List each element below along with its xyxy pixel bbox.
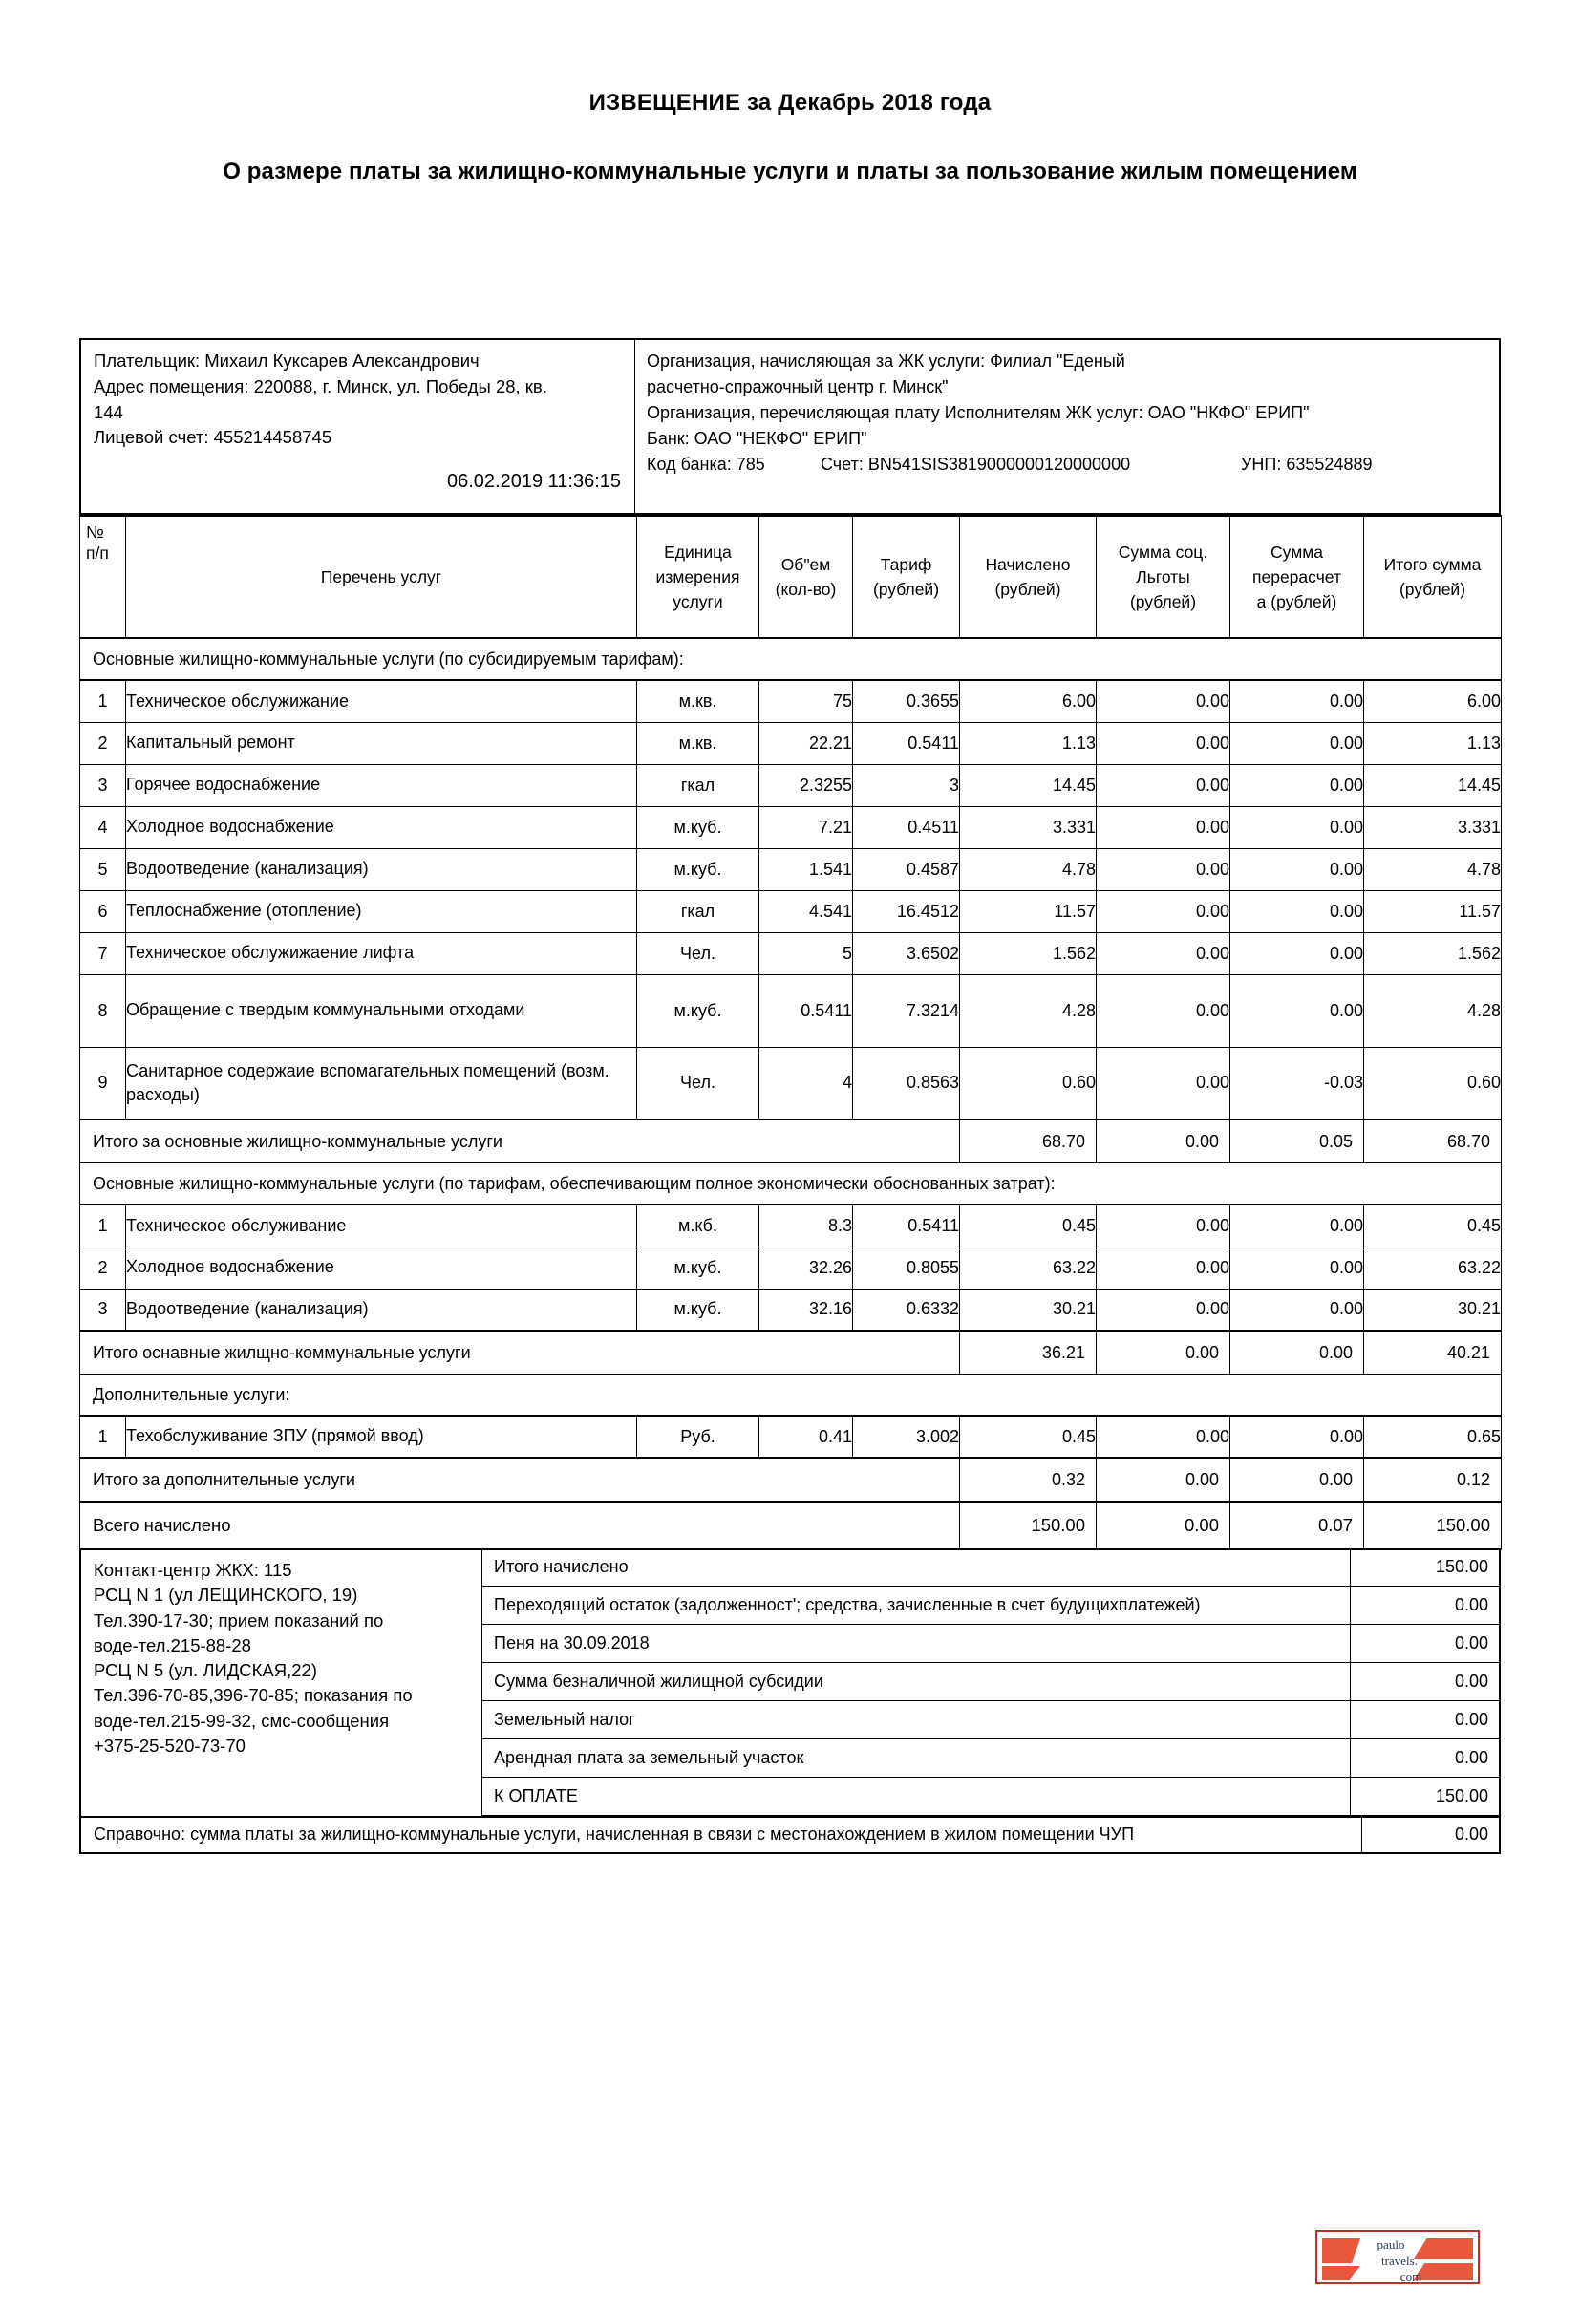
summary-block — [482, 1548, 1499, 1816]
row-service-name: Капитальный ремонт — [126, 722, 637, 764]
row-unit: м.кб. — [637, 1205, 759, 1247]
row-service-name: Водоотведение (канализация) — [126, 848, 637, 890]
row-service-name: Водоотведение (канализация) — [126, 1289, 637, 1331]
contact-line: +375-25-520-73-70 — [94, 1735, 246, 1756]
row-charged: 14.45 — [960, 764, 1097, 806]
header-charged — [960, 516, 1097, 638]
row-recalc: 0.00 — [1230, 848, 1364, 890]
table-row — [80, 1205, 1502, 1247]
row-privilege: 0.00 — [1097, 974, 1230, 1047]
row-charged: 6.00 — [960, 680, 1097, 722]
row-privilege: 0.00 — [1097, 932, 1230, 974]
contact-line: воде-тел.215-88-28 — [94, 1634, 251, 1655]
header-unit — [637, 516, 759, 638]
row-index: 7 — [80, 932, 126, 974]
table-row — [80, 1416, 1502, 1458]
row-tarif: 0.8055 — [853, 1247, 960, 1289]
subtotal-privilege: 0.00 — [1097, 1331, 1230, 1375]
row-recalc: 0.00 — [1230, 1289, 1364, 1331]
row-volume: 75 — [759, 680, 853, 722]
row-charged: 1.562 — [960, 932, 1097, 974]
row-tarif: 0.6332 — [853, 1289, 960, 1331]
row-privilege: 0.00 — [1097, 848, 1230, 890]
row-charged: 3.331 — [960, 806, 1097, 848]
row-recalc: 0.00 — [1230, 1416, 1364, 1458]
row-privilege: 0.00 — [1097, 764, 1230, 806]
table-row — [80, 974, 1502, 1047]
row-total: 30.21 — [1364, 1289, 1502, 1331]
header-service-name: Перечень услуг — [126, 516, 637, 638]
summary-value: 150.00 — [1351, 1778, 1500, 1816]
header-tarif-l1: Тариф — [880, 554, 932, 574]
row-service-name: Горячее водоснабжение — [126, 764, 637, 806]
row-recalc: 0.00 — [1230, 932, 1364, 974]
row-total: 63.22 — [1364, 1247, 1502, 1289]
row-index: 6 — [80, 890, 126, 932]
row-total: 0.65 — [1364, 1416, 1502, 1458]
row-volume: 8.3 — [759, 1205, 853, 1247]
org-bank-line: Банк: ОАО "НЕКФО" ЕРИП" — [647, 429, 867, 448]
summary-row — [482, 1778, 1499, 1816]
unp-number: УНП: 635524889 — [1241, 455, 1373, 474]
header-recalc-l1: Сумма — [1270, 542, 1323, 562]
row-tarif: 0.5411 — [853, 1205, 960, 1247]
table-row — [80, 1247, 1502, 1289]
org-billing-line1: Организация, начисляющая за ЖК услуги: Филиал "Еденый — [647, 352, 1125, 371]
logo-line-2: travels. — [1381, 2253, 1418, 2269]
subtotal-recalc: 0.00 — [1230, 1331, 1364, 1375]
row-unit: м.куб. — [637, 848, 759, 890]
org-bank-details — [647, 452, 1499, 478]
subtotal-label: Итого за дополнительные услуги — [80, 1458, 960, 1502]
contact-line: Тел.396-70-85,396-70-85; показания по — [94, 1685, 413, 1706]
subtotal-total: 40.21 — [1364, 1331, 1502, 1375]
grand-total-total: 150.00 — [1364, 1502, 1502, 1549]
summary-label: Арендная плата за земельный участок — [482, 1739, 1351, 1778]
section-heading: Основные жилищно-коммунальные услуги (по тарифам, обеспечивающим полное экономически обоснованных затрат): — [80, 1163, 1502, 1205]
summary-value: 0.00 — [1351, 1663, 1500, 1701]
table-header-row — [80, 516, 1502, 638]
grand-total-privilege: 0.00 — [1097, 1502, 1230, 1549]
summary-label: Сумма безналичной жилищной субсидии — [482, 1663, 1351, 1701]
org-transfer-line: Организация, перечисляющая плату Исполнителям ЖК услуг: ОАО "НКФО" ЕРИП" — [647, 403, 1310, 422]
row-tarif: 0.3655 — [853, 680, 960, 722]
row-charged: 11.57 — [960, 890, 1097, 932]
footer-block — [79, 1548, 1501, 1818]
row-service-name: Теплоснабжение (отопление) — [126, 890, 637, 932]
header-privilege — [1097, 516, 1230, 638]
row-recalc: 0.00 — [1230, 722, 1364, 764]
section-subtotal-row — [80, 1458, 1502, 1502]
subtotal-charged: 0.32 — [960, 1458, 1097, 1502]
row-charged: 0.45 — [960, 1205, 1097, 1247]
row-volume: 0.41 — [759, 1416, 853, 1458]
payer-address-cont: 144 — [94, 401, 123, 422]
section-heading-row — [80, 1163, 1502, 1205]
row-tarif: 3.6502 — [853, 932, 960, 974]
header-num — [80, 516, 126, 638]
contact-line: Контакт-центр ЖКХ: 115 — [94, 1560, 292, 1580]
header-tarif-l2: (рублей) — [872, 580, 940, 599]
row-charged: 0.45 — [960, 1416, 1097, 1458]
header-num-l2: п/п — [86, 543, 109, 563]
row-unit: м.куб. — [637, 1247, 759, 1289]
payer-name: Плательщик: Михаил Куксарев Александрович — [94, 351, 480, 371]
header-volume-l2: (кол-во) — [775, 580, 837, 599]
subtotal-recalc: 0.05 — [1230, 1119, 1364, 1163]
contact-info — [81, 1548, 482, 1816]
contact-line: РСЦ N 1 (ул ЛЕЩИНСКОГО, 19) — [94, 1585, 358, 1606]
row-index: 2 — [80, 722, 126, 764]
row-service-name: Техническое обслужижаение лифта — [126, 932, 637, 974]
row-unit: Руб. — [637, 1416, 759, 1458]
bank-code: Код банка: 785 — [647, 455, 765, 474]
row-privilege: 0.00 — [1097, 680, 1230, 722]
row-charged: 1.13 — [960, 722, 1097, 764]
logo-text — [1317, 2232, 1478, 2282]
row-unit: м.куб. — [637, 806, 759, 848]
logo-line-1: paulo — [1377, 2237, 1405, 2251]
row-unit: м.куб. — [637, 974, 759, 1047]
grand-total-row — [80, 1502, 1502, 1549]
section-heading-row — [80, 1375, 1502, 1417]
row-service-name: Техническое обслуживание — [126, 1205, 637, 1247]
page-subtitle: О размере платы за жилищно-коммунальные услуги и платы за пользование жилым помещением — [223, 159, 1357, 184]
header-charged-l2: (рублей) — [994, 580, 1061, 599]
bank-account: Счет: BN541SIS3819000000120000000 — [821, 455, 1131, 474]
row-volume: 22.21 — [759, 722, 853, 764]
summary-row — [482, 1548, 1499, 1587]
table-row — [80, 848, 1502, 890]
header-unit-l2: измерения — [655, 566, 740, 586]
subtotal-total: 68.70 — [1364, 1119, 1502, 1163]
summary-row — [482, 1587, 1499, 1625]
header-charged-l1: Начислено — [985, 554, 1071, 574]
document-timestamp: 06.02.2019 11:36:15 — [446, 471, 621, 492]
services-table — [79, 515, 1502, 1550]
row-recalc: 0.00 — [1230, 890, 1364, 932]
row-tarif: 0.5411 — [853, 722, 960, 764]
summary-value: 0.00 — [1351, 1625, 1500, 1663]
subtotal-total: 0.12 — [1364, 1458, 1502, 1502]
row-unit: гкал — [637, 890, 759, 932]
header-privilege-l1: Сумма соц. — [1118, 542, 1208, 562]
table-row — [80, 806, 1502, 848]
row-volume: 0.5411 — [759, 974, 853, 1047]
row-privilege: 0.00 — [1097, 1416, 1230, 1458]
table-row — [80, 890, 1502, 932]
summary-label: Итого начислено — [482, 1548, 1351, 1587]
row-unit: Чел. — [637, 1047, 759, 1119]
row-tarif: 0.4511 — [853, 806, 960, 848]
row-privilege: 0.00 — [1097, 1289, 1230, 1331]
header-recalc-l3: а (рублей) — [1256, 592, 1337, 612]
page-title: ИЗВЕЩЕНИЕ за Декабрь 2018 года — [588, 90, 992, 116]
row-index: 5 — [80, 848, 126, 890]
header-recalc — [1230, 516, 1364, 638]
table-row — [80, 1289, 1502, 1331]
header-unit-l3: услуги — [673, 592, 723, 612]
summary-row — [482, 1739, 1499, 1778]
row-volume: 4.541 — [759, 890, 853, 932]
row-volume: 7.21 — [759, 806, 853, 848]
subtotal-charged: 68.70 — [960, 1119, 1097, 1163]
row-unit: м.кв. — [637, 722, 759, 764]
organization-info — [635, 340, 1499, 513]
row-index: 1 — [80, 1205, 126, 1247]
row-unit: м.куб. — [637, 1289, 759, 1331]
footnote-value: 0.00 — [1361, 1817, 1499, 1852]
section-subtotal-row — [80, 1331, 1502, 1375]
row-volume: 32.26 — [759, 1247, 853, 1289]
row-privilege: 0.00 — [1097, 890, 1230, 932]
row-charged: 4.78 — [960, 848, 1097, 890]
row-total: 3.331 — [1364, 806, 1502, 848]
row-total: 0.60 — [1364, 1047, 1502, 1119]
row-volume: 5 — [759, 932, 853, 974]
subtotal-privilege: 0.00 — [1097, 1119, 1230, 1163]
summary-label: Переходящий остаток (задолженност'; средства, зачисленные в счет будущихплатежей) — [482, 1587, 1351, 1625]
contact-line: воде-тел.215-99-32, смс-сообщения — [94, 1710, 390, 1731]
row-index: 8 — [80, 974, 126, 1047]
row-recalc: 0.00 — [1230, 764, 1364, 806]
header-total-l2: (рублей) — [1399, 580, 1466, 599]
row-charged: 4.28 — [960, 974, 1097, 1047]
row-privilege: 0.00 — [1097, 1247, 1230, 1289]
row-total: 1.562 — [1364, 932, 1502, 974]
row-index: 9 — [80, 1047, 126, 1119]
row-recalc: 0.00 — [1230, 1247, 1364, 1289]
row-total: 4.78 — [1364, 848, 1502, 890]
row-index: 3 — [80, 1289, 126, 1331]
logo-line-3: com — [1399, 2270, 1422, 2284]
header-tarif — [853, 516, 960, 638]
row-tarif: 0.4587 — [853, 848, 960, 890]
row-volume: 2.3255 — [759, 764, 853, 806]
grand-total-charged: 150.00 — [960, 1502, 1097, 1549]
subtotal-label: Итого оснавные жилщно-коммунальные услуги — [80, 1331, 960, 1375]
subtotal-privilege: 0.00 — [1097, 1458, 1230, 1502]
payer-address: Адрес помещения: 220088, г. Минск, ул. Победы 28, кв. — [94, 375, 547, 396]
row-tarif: 3 — [853, 764, 960, 806]
row-charged: 0.60 — [960, 1047, 1097, 1119]
table-row — [80, 680, 1502, 722]
row-tarif: 16.4512 — [853, 890, 960, 932]
row-recalc: 0.00 — [1230, 806, 1364, 848]
contact-line: РСЦ N 5 (ул. ЛИДСКАЯ,22) — [94, 1660, 318, 1681]
section-heading-row — [80, 638, 1502, 680]
header-total — [1364, 516, 1502, 638]
subtotal-recalc: 0.00 — [1230, 1458, 1364, 1502]
summary-label: Пеня на 30.09.2018 — [482, 1625, 1351, 1663]
header-volume — [759, 516, 853, 638]
row-tarif: 3.002 — [853, 1416, 960, 1458]
row-service-name: Техобслуживание ЗПУ (прямой ввод) — [126, 1416, 637, 1458]
contact-line: Тел.390-17-30; прием показаний по — [94, 1610, 384, 1631]
row-privilege: 0.00 — [1097, 1047, 1230, 1119]
header-recalc-l2: перерасчет — [1252, 566, 1341, 586]
header-privilege-l3: (рублей) — [1129, 592, 1197, 612]
row-recalc: 0.00 — [1230, 1205, 1364, 1247]
row-recalc: 0.00 — [1230, 974, 1364, 1047]
section-heading: Дополнительные услуги: — [80, 1375, 1502, 1417]
section-heading: Основные жилищно-коммунальные услуги (по субсидируемым тарифам): — [80, 638, 1502, 680]
row-unit: м.кв. — [637, 680, 759, 722]
row-index: 3 — [80, 764, 126, 806]
row-privilege: 0.00 — [1097, 806, 1230, 848]
row-tarif: 0.8563 — [853, 1047, 960, 1119]
row-total: 6.00 — [1364, 680, 1502, 722]
row-service-name: Техническое обслужижание — [126, 680, 637, 722]
payer-info — [81, 340, 635, 513]
summary-label: К ОПЛАТЕ — [482, 1778, 1351, 1816]
row-volume: 4 — [759, 1047, 853, 1119]
row-service-name: Холодное водоснабжение — [126, 806, 637, 848]
header-unit-l1: Единица — [664, 542, 732, 562]
grand-total-recalc: 0.07 — [1230, 1502, 1364, 1549]
header-privilege-l2: Льготы — [1136, 566, 1190, 586]
footnote-row — [79, 1816, 1501, 1854]
row-index: 1 — [80, 680, 126, 722]
summary-value: 150.00 — [1351, 1548, 1500, 1587]
row-service-name: Холодное водоснабжение — [126, 1247, 637, 1289]
subtotal-charged: 36.21 — [960, 1331, 1097, 1375]
row-recalc: -0.03 — [1230, 1047, 1364, 1119]
summary-row — [482, 1625, 1499, 1663]
header-info-block — [79, 338, 1501, 515]
row-recalc: 0.00 — [1230, 680, 1364, 722]
row-total: 11.57 — [1364, 890, 1502, 932]
row-unit: Чел. — [637, 932, 759, 974]
document-page — [0, 90, 1580, 2324]
summary-table — [482, 1548, 1499, 1816]
row-total: 4.28 — [1364, 974, 1502, 1047]
summary-value: 0.00 — [1351, 1587, 1500, 1625]
grand-total-label: Всего начислено — [80, 1502, 960, 1549]
table-row — [80, 1047, 1502, 1119]
row-total: 14.45 — [1364, 764, 1502, 806]
row-volume: 32.16 — [759, 1289, 853, 1331]
summary-row — [482, 1663, 1499, 1701]
org-billing-line2: расчетно-спражочный центр г. Минск" — [647, 377, 949, 396]
row-index: 1 — [80, 1416, 126, 1458]
row-unit: гкал — [637, 764, 759, 806]
row-service-name: Обращение с твердым коммунальными отходами — [126, 974, 637, 1047]
row-charged: 30.21 — [960, 1289, 1097, 1331]
summary-label: Земельный налог — [482, 1701, 1351, 1739]
paulotravels-logo — [1315, 2230, 1480, 2284]
table-row — [80, 764, 1502, 806]
subtotal-label: Итого за основные жилищно-коммунальные услуги — [80, 1119, 960, 1163]
row-privilege: 0.00 — [1097, 722, 1230, 764]
row-tarif: 7.3214 — [853, 974, 960, 1047]
summary-value: 0.00 — [1351, 1701, 1500, 1739]
section-subtotal-row — [80, 1119, 1502, 1163]
footnote-label: Справочно: сумма платы за жилищно-коммунальные услуги, начисленная в связи с местонахождением в жилом помещении ЧУП — [94, 1824, 1135, 1844]
row-service-name: Санитарное содержаие вспомагательных помещений (возм. расходы) — [126, 1047, 637, 1119]
table-row — [80, 722, 1502, 764]
table-row — [80, 932, 1502, 974]
row-index: 4 — [80, 806, 126, 848]
summary-value: 0.00 — [1351, 1739, 1500, 1778]
payer-account: Лицевой счет: 455214458745 — [94, 427, 332, 448]
header-num-l1: № — [86, 522, 104, 542]
row-index: 2 — [80, 1247, 126, 1289]
header-volume-l1: Об"ем — [780, 554, 831, 574]
row-privilege: 0.00 — [1097, 1205, 1230, 1247]
row-volume: 1.541 — [759, 848, 853, 890]
row-total: 1.13 — [1364, 722, 1502, 764]
header-total-l1: Итого сумма — [1383, 554, 1482, 574]
row-charged: 63.22 — [960, 1247, 1097, 1289]
summary-row — [482, 1701, 1499, 1739]
row-total: 0.45 — [1364, 1205, 1502, 1247]
